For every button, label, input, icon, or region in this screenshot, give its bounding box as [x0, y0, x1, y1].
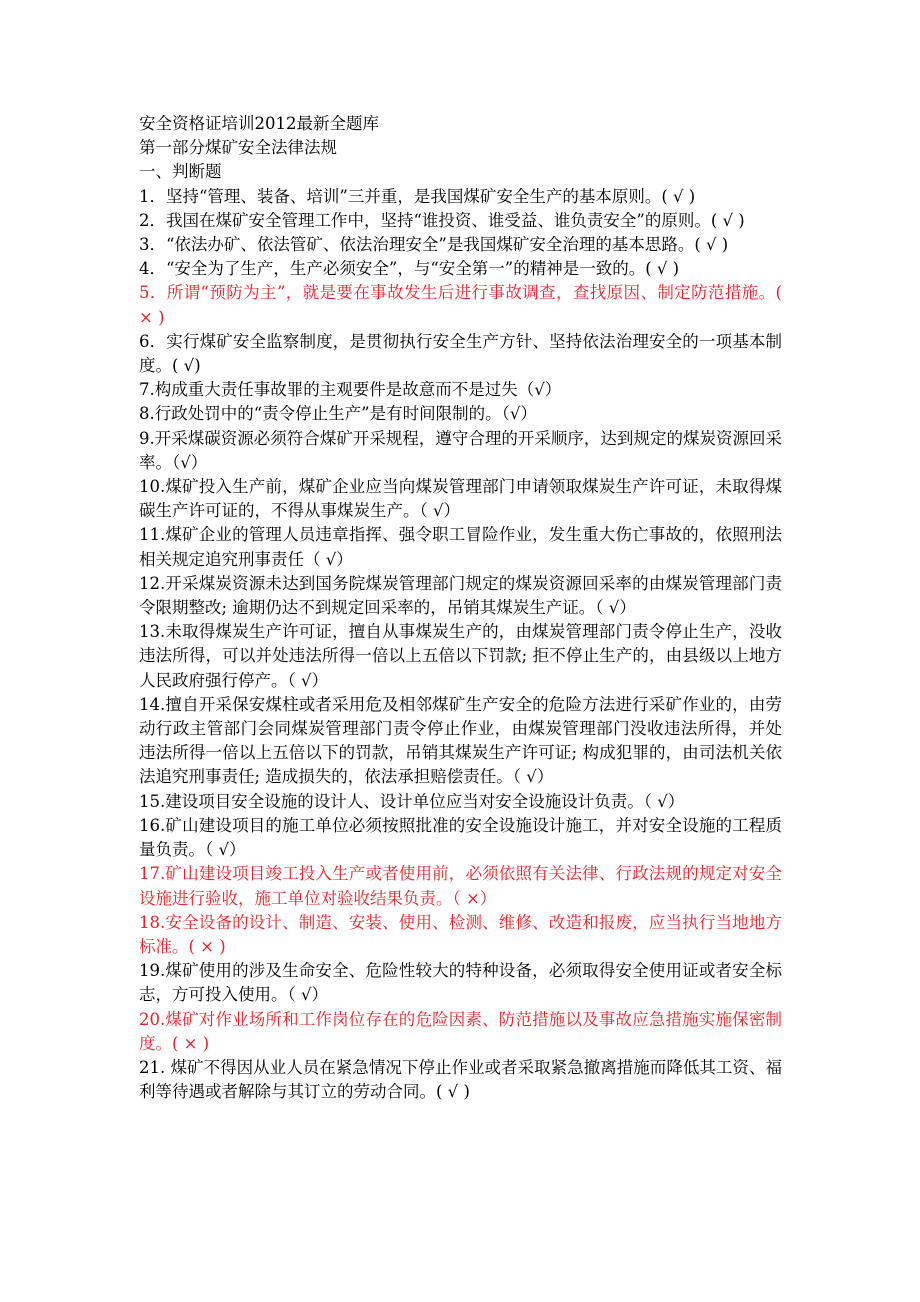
section-heading: 一、判断题 — [139, 162, 222, 182]
question-item: 13.未取得煤炭生产许可证，擅自从事煤炭生产的，由煤炭管理部门责令停止生产，没收违法所得，可以并处违法所得一倍以上五倍以下罚款; 拒不停止生产的，由县级以上地方人民政府强行停产。（ √） — [139, 622, 782, 690]
question-item: 21. 煤矿不得因从业人员在紧急情况下停止作业或者采取紧急撤离措施而降低其工资、福利等待遇或者解除与其订立的劳动合同。( √ ) — [139, 1057, 782, 1102]
question-item: 4．“安全为了生产，生产必须安全”，与“安全第一”的精神是一致的。( √ ) — [139, 259, 680, 279]
question-item: 9.开采煤碳资源必须符合煤矿开采规程，遵守合理的开采顺序，达到规定的煤炭资源回采率。（√） — [139, 428, 782, 472]
question-item: 11.煤矿企业的管理人员违章指挥、强令职工冒险作业，发生重大伤亡事故的，依照刑法相关规定追究刑事责任（ √） — [139, 525, 782, 569]
question-item: 1．坚持“管理、装备、培训”三并重，是我国煤矿安全生产的基本原则。( √ ) — [139, 186, 696, 206]
question-item: 8.行政处罚中的“责令停止生产”是有时间限制的。（√） — [139, 404, 537, 424]
question-item: 14.擅自开采保安煤柱或者采用危及相邻煤矿生产安全的危险方法进行采矿作业的，由劳动行政主管部门会同煤炭管理部门责令停止作业，由煤炭管理部门没收违法所得，并处违法所得一倍以上五倍以下的罚款，吊销其煤炭生产许可证; 构成犯罪的，由司法机关依法追究刑事责任; 造成损失的，依法承担赔偿责任。（ √） — [139, 694, 782, 787]
question-item: 20.煤矿对作业场所和工作岗位存在的危险因素、防范措施以及事故应急措施实施保密制度。( × ) — [139, 1009, 782, 1053]
question-item: 19.煤矿使用的涉及生命安全、危险性较大的特种设备，必须取得安全使用证或者安全标志，方可投入使用。（ √） — [139, 961, 782, 1005]
document-title: 安全资格证培训2012最新全题库 — [139, 114, 379, 133]
question-item: 18.安全设备的设计、制造、安装、使用、检测、维修、改造和报废，应当执行当地地方标准。( × ) — [139, 912, 782, 956]
question-item: 10.煤矿投入生产前，煤矿企业应当向煤炭管理部门申请领取煤炭生产许可证，未取得煤碳生产许可证的，不得从事煤炭生产。（ √） — [139, 477, 782, 521]
question-list — [139, 185, 782, 1105]
question-item: 16.矿山建设项目的施工单位必须按照批准的安全设施设计施工，并对安全设施的工程质量负责。（ √） — [139, 815, 782, 860]
question-item: 12.开采煤炭资源未达到国务院煤炭管理部门规定的煤炭资源回采率的由煤炭管理部门责令限期整改; 逾期仍达不到规定回采率的，吊销其煤炭生产证。（ √） — [139, 573, 782, 618]
question-item: 17.矿山建设项目竣工投入生产或者使用前，必须依照有关法律、行政法规的规定对安全设施进行验收，施工单位对验收结果负责。（ ×） — [139, 864, 782, 908]
part-heading: 第一部分煤矿安全法律法规 — [139, 138, 337, 158]
question-item: 3．“依法办矿、依法管矿、依法治理安全”是我国煤矿安全治理的基本思路。( √ ) — [139, 235, 729, 255]
question-item: 2．我国在煤矿安全管理工作中，坚持“谁投资、谁受益、谁负责安全”的原则。( √ ) — [139, 210, 745, 230]
document-page — [139, 112, 782, 1104]
question-item: 5．所谓“预防为主”，就是要在事故发生后进行事故调查，查找原因、制定防范措施。( × ) — [139, 283, 782, 327]
question-item: 6．实行煤矿安全监察制度，是贯彻执行安全生产方针、坚持依法治理安全的一项基本制度。( √) — [139, 331, 782, 376]
question-item: 7.构成重大责任事故罪的主观要件是故意而不是过失（√） — [139, 380, 562, 400]
question-item: 15.建设项目安全设施的设计人、设计单位应当对安全设施设计负责。（ √） — [139, 791, 685, 811]
